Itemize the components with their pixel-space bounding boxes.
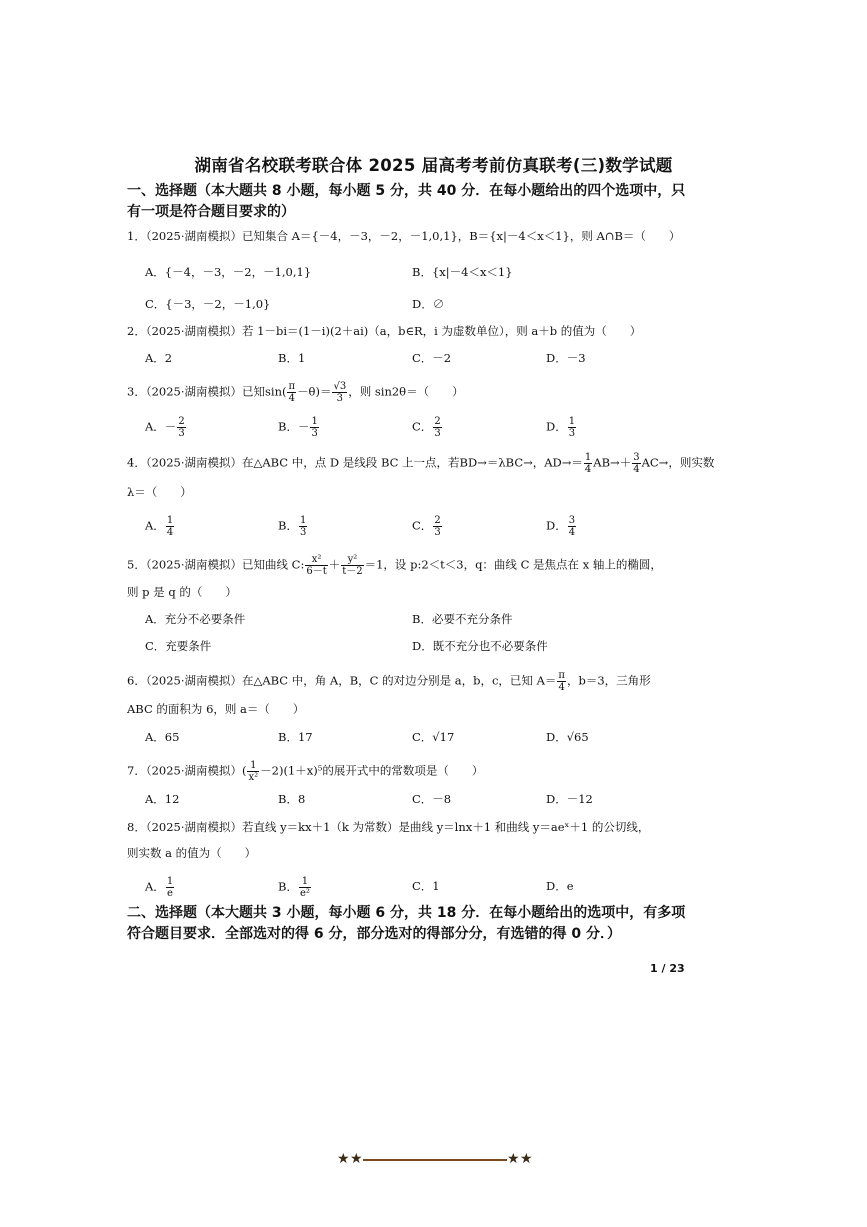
question-7-option-d: D．－12 xyxy=(546,792,593,806)
fraction-numerator: π xyxy=(558,670,565,681)
question-8-stem: 8．（2025·湖南模拟）若直线 y＝kx＋1（k 为常数）是曲线 y＝lnx＋1 和曲线 y＝aeˣ＋1 的公切线， xyxy=(127,820,650,834)
page-title: 湖南省名校联考联合体 2025 届高考考前仿真联考(三)数学试题 xyxy=(194,156,673,175)
fraction-denominator: 3 xyxy=(311,428,318,439)
question-5-option-d: D．既不充分也不必要条件 xyxy=(412,639,548,653)
question-4-option-a xyxy=(145,515,175,538)
fraction-denominator: 4 xyxy=(568,527,576,538)
question-6-fraction xyxy=(557,670,566,693)
question-7-option-a: A．12 xyxy=(145,792,180,806)
question-7-pre: 7．（2025·湖南模拟）( xyxy=(127,763,247,778)
fraction-denominator: 3 xyxy=(434,527,441,538)
question-3-option-b xyxy=(278,416,320,439)
option-label: B．－ xyxy=(278,419,310,434)
question-2-option-c: C．－2 xyxy=(412,351,452,365)
question-3-option-d xyxy=(546,416,577,439)
question-4-post: AC→，则实数 xyxy=(641,455,715,470)
question-6-line2: ABC 的面积为 6，则 a＝（ ） xyxy=(127,702,305,716)
fraction-denominator: e xyxy=(167,888,173,899)
question-4-stem xyxy=(127,452,715,475)
fraction-denominator: 3 xyxy=(336,393,344,404)
fraction-numerator: 2 xyxy=(434,515,441,526)
question-5-plus: ＋ xyxy=(328,557,341,572)
question-6-post: ，b＝3，三角形 xyxy=(566,673,651,688)
question-4-option-c xyxy=(412,515,443,538)
section-1-heading: 一、选择题（本大题共 8 小题，每小题 5 分，共 40 分．在每小题给出的四个选项中，只有一项是符合题目要求的） xyxy=(127,183,686,220)
page-number: 1 / 23 xyxy=(650,962,685,975)
question-5-post: ＝1，设 p:2＜t＜3，q：曲线 C 是焦点在 x 轴上的椭圆， xyxy=(364,557,662,572)
question-4-fraction-2 xyxy=(632,452,640,475)
question-5-stem xyxy=(127,554,692,577)
option-fraction xyxy=(299,876,311,899)
option-fraction xyxy=(568,416,576,439)
question-1-option-b: B．{x|－4＜x＜1} xyxy=(412,265,513,279)
option-fraction xyxy=(166,876,174,899)
fraction-numerator: 3 xyxy=(568,515,576,526)
option-fraction xyxy=(166,515,174,538)
fraction-denominator: t－2 xyxy=(342,566,363,577)
fraction-denominator: 4 xyxy=(166,527,174,538)
fraction-numerator: π xyxy=(288,381,296,392)
option-label: C． xyxy=(412,419,433,434)
question-7-fraction xyxy=(247,760,259,783)
option-label: A． xyxy=(145,518,165,533)
option-label: A．－ xyxy=(145,419,177,434)
question-5-line2: 则 p 是 q 的（ ） xyxy=(127,585,237,599)
fraction-denominator: 3 xyxy=(178,428,185,439)
question-4-line2: λ＝（ ） xyxy=(127,485,192,499)
question-5-fraction-y xyxy=(341,554,363,577)
fraction-denominator: 3 xyxy=(568,428,576,439)
question-6-option-b: B．17 xyxy=(278,730,313,744)
question-2-option-d: D．－3 xyxy=(546,351,586,365)
question-6-stem xyxy=(127,670,692,693)
question-5-fraction-x xyxy=(305,554,327,577)
fraction-denominator: 3 xyxy=(434,428,441,439)
question-8-option-d: D．e xyxy=(546,879,574,893)
question-5-option-b: B．必要不充分条件 xyxy=(412,612,513,626)
question-6-option-d: D．√65 xyxy=(546,730,589,744)
fraction-numerator: 1 xyxy=(166,876,174,887)
fraction-numerator: 1 xyxy=(299,876,311,888)
option-fraction xyxy=(433,515,441,538)
fraction-numerator: 2 xyxy=(178,416,185,427)
option-fraction xyxy=(433,416,441,439)
question-5-option-c: C．充要条件 xyxy=(145,639,212,653)
option-label: C． xyxy=(412,518,433,533)
question-4-fraction-1 xyxy=(584,452,592,475)
question-7-option-b: B．8 xyxy=(278,792,306,806)
question-8-option-c: C．1 xyxy=(412,879,440,893)
section-2-heading: 二、选择题（本大题共 3 小题，每小题 6 分，共 18 分．在每小题给出的选项中，有多项符合题目要求．全部选对的得 6 分，部分选对的得部分分，有选错的得 0 分．） xyxy=(127,905,686,942)
fraction-numerator: y² xyxy=(341,554,363,566)
question-1-stem: 1．（2025·湖南模拟）已知集合 A＝{－4，－3，－2，－1,0,1}，B＝{x|－4＜x＜1}，则 A∩B＝（ ） xyxy=(127,229,681,243)
question-3-expr-theta: －θ)＝ xyxy=(297,384,332,399)
question-4-option-d xyxy=(546,515,577,538)
star-icon: ★ xyxy=(350,1151,363,1167)
fraction-numerator: x² xyxy=(305,554,327,566)
fraction-numerator: 2 xyxy=(434,416,441,427)
question-6-option-c: C．√17 xyxy=(412,730,455,744)
question-4-option-b xyxy=(278,515,308,538)
option-label: D． xyxy=(546,518,567,533)
fraction-numerator: 1 xyxy=(311,416,318,427)
option-label: A． xyxy=(145,879,165,894)
question-3-stem xyxy=(127,381,692,404)
fraction-denominator: 4 xyxy=(633,464,640,475)
question-3-pi-over-4 xyxy=(287,381,296,404)
fraction-numerator: √3 xyxy=(333,381,347,392)
question-8-line2: 则实数 a 的值为（ ） xyxy=(127,846,257,860)
question-3-option-a xyxy=(145,416,187,439)
option-label: B． xyxy=(278,879,298,894)
question-7-post: －2)(1＋x)⁵的展开式中的常数项是（ ） xyxy=(260,763,484,778)
question-3-pre: 3．（2025·湖南模拟）已知 xyxy=(127,384,265,399)
question-3-expr-sin: sin( xyxy=(265,384,287,399)
option-label: B． xyxy=(278,518,298,533)
fraction-denominator: 4 xyxy=(584,464,592,475)
fraction-denominator: 4 xyxy=(288,393,295,404)
question-8-option-a xyxy=(145,876,175,899)
star-icon: ★ xyxy=(337,1151,350,1167)
fraction-numerator: 1 xyxy=(247,760,259,772)
fraction-numerator: 3 xyxy=(633,452,640,463)
fraction-numerator: 1 xyxy=(584,452,592,463)
question-2-option-a: A．2 xyxy=(145,351,173,365)
fraction-denominator: e² xyxy=(299,888,310,899)
question-6-pre: 6．（2025·湖南模拟）在△ABC 中，角 A，B，C 的对边分别是 a，b，c，已知 A＝ xyxy=(127,673,557,688)
question-1-option-c: C．{－3，－2，－1,0} xyxy=(145,297,271,311)
fraction-numerator: 1 xyxy=(166,515,174,526)
option-fraction xyxy=(299,515,307,538)
question-5-pre: 5．（2025·湖南模拟）已知曲线 C: xyxy=(127,557,305,572)
fraction-denominator: x² xyxy=(248,772,259,783)
question-7-option-c: C．－8 xyxy=(412,792,452,806)
question-2-option-b: B．1 xyxy=(278,351,306,365)
question-8-option-b xyxy=(278,876,312,899)
footer-divider xyxy=(363,1159,507,1161)
question-1-option-a: A．{－4，－3，－2，－1,0,1} xyxy=(145,265,312,279)
question-4-mid: AB→＋ xyxy=(593,455,632,470)
fraction-denominator: 3 xyxy=(299,527,307,538)
fraction-denominator: 6－t xyxy=(306,566,327,577)
fraction-numerator: 1 xyxy=(568,416,576,427)
fraction-denominator: 4 xyxy=(558,682,565,693)
question-2-stem: 2．（2025·湖南模拟）若 1－bi＝(1－i)(2＋ai)（a，b∈R，i 为虚数单位），则 a＋b 的值为（ ） xyxy=(127,324,642,338)
question-7-stem xyxy=(127,760,692,783)
option-fraction xyxy=(177,416,185,439)
star-icon: ★ xyxy=(507,1151,520,1167)
question-4-pre: 4．（2025·湖南模拟）在△ABC 中，点 D 是线段 BC 上一点，若BD→＝λBC→，AD→＝ xyxy=(127,455,583,470)
question-3-root3-over-3 xyxy=(332,381,347,404)
question-3-option-c xyxy=(412,416,443,439)
question-6-option-a: A．65 xyxy=(145,730,180,744)
question-5-option-a: A．充分不必要条件 xyxy=(145,612,246,626)
option-fraction xyxy=(568,515,576,538)
question-3-post: ，则 sin2θ＝（ ） xyxy=(348,384,464,399)
option-label: D． xyxy=(546,419,567,434)
fraction-numerator: 1 xyxy=(299,515,307,526)
question-1-option-d: D．∅ xyxy=(412,297,445,311)
option-fraction xyxy=(310,416,318,439)
footer-decoration xyxy=(337,1150,533,1170)
star-icon: ★ xyxy=(520,1151,533,1167)
